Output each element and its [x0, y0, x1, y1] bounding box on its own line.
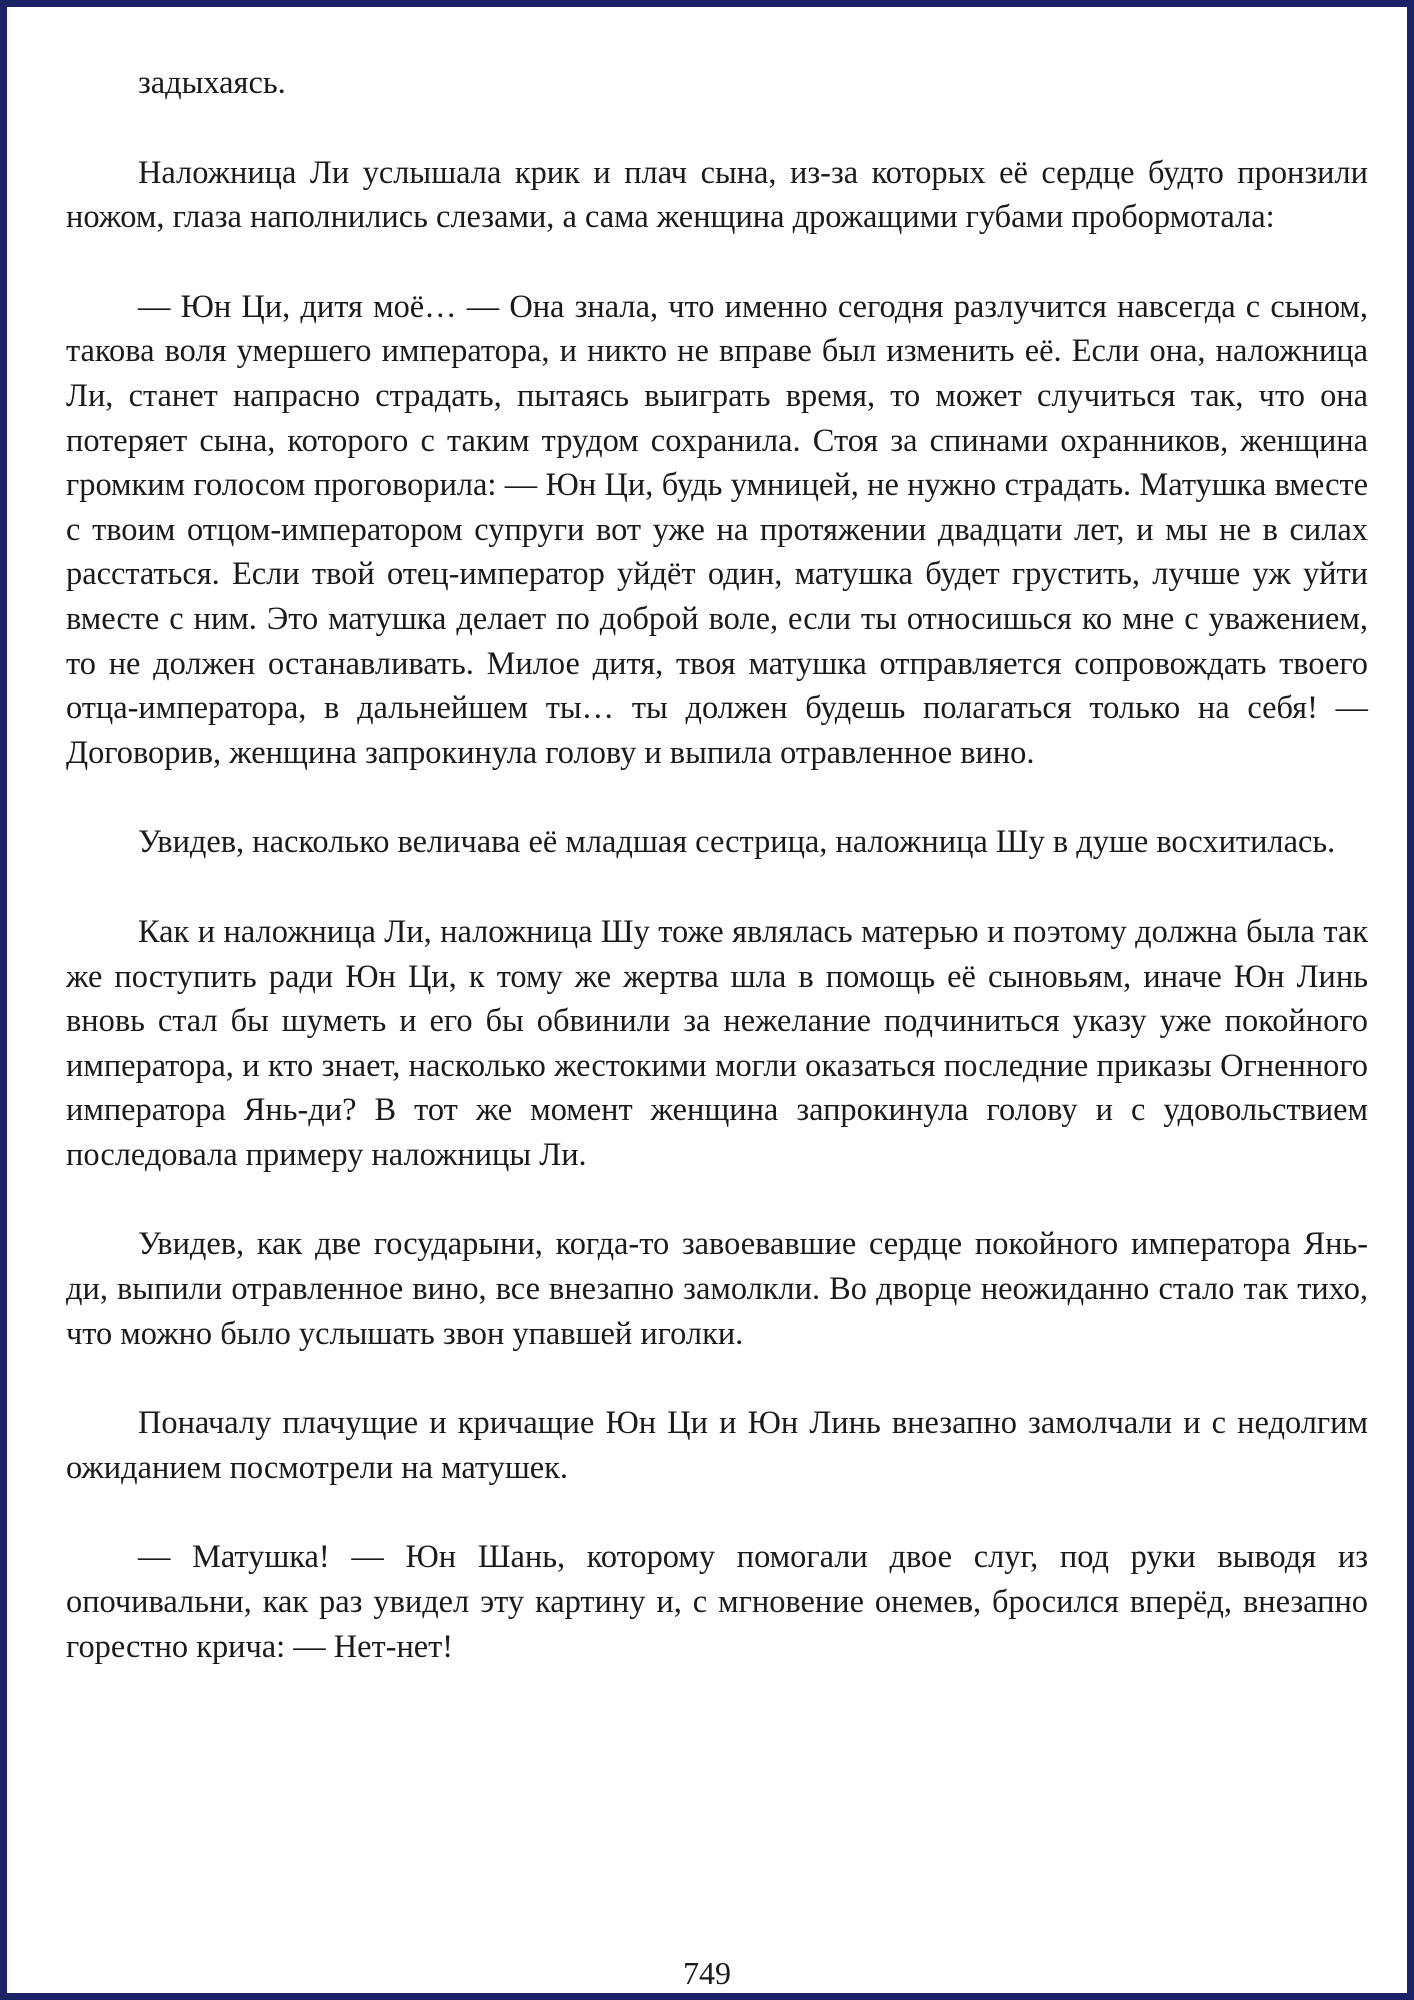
paragraph-5: Как и наложница Ли, наложница Шу тоже являлась матерью и поэтому должна была так же поступить ради Юн Ци, к тому же жертва шла в помощь её сыновьям, иначе Юн Линь вновь стал бы шуметь и его бы обвинили за нежелание подчиниться указу уже покойного императора, и кто знает, насколько жестокими могли оказаться последние приказы Огненного императора Янь-ди? В тот же момент женщина запрокинула голову и с удовольствием последовала примеру наложницы Ли. — [66, 913, 1368, 1173]
text-body — [66, 61, 1368, 1714]
paragraph-6: Увидев, как две государыни, когда-то завоевавшие сердце покойного императора Янь-ди, выпили отравленное вино, все внезапно замолкли. Во дворце неожиданно стало так тихо, что можно было услышать звон упавшей иголки. — [66, 1226, 1368, 1352]
paragraph-4: Увидев, насколько величава её младшая сестрица, наложница Шу в душе восхитилась. — [138, 824, 1336, 861]
paragraph-2: Наложница Ли услышала крик и плач сына, из-за которых её сердце будто пронзили ножом, глаза наполнились слезами, а сама женщина дрожащими губами пробормотала: — [66, 154, 1368, 236]
paragraph-8: — Матушка! — Юн Шань, которому помогали двое слуг, под руки выводя из опочивальни, как раз увидел эту картину и, с мгновение онемев, бросился вперёд, внезапно горестно крича: — Нет-нет! — [66, 1539, 1368, 1665]
paragraph-7: Поначалу плачущие и кричащие Юн Ци и Юн Линь внезапно замолчали и с недолгим ожиданием посмотрели на матушек. — [66, 1405, 1368, 1486]
page-number: 749 — [683, 1955, 731, 1991]
paragraph-1: задыхаясь. — [138, 65, 286, 101]
paragraph-3: — Юн Ци, дитя моё… — Она знала, что именно сегодня разлучится навсегда с сыном, такова воля умершего императора, и никто не вправе был изменить её. Если она, наложница Ли, станет напрасно страдать, пытаясь выиграть время, то может случиться так, что она потеряет сына, которого с таким трудом сохранила. Стоя за спинами охранников, женщина громким голосом проговорила: — Юн Ци, будь умницей, не нужно страдать. Матушка вместе с твоим отцом-императором супруги вот уже на протяжении двадцати лет, и мы не в силах расстаться. Если твой отец-император уйдёт один, матушка будет грустить, лучше уж уйти вместе с ним. Это матушка делает по доброй воле, если ты относишься ко мне с уважением, то не должен останавливать. Милое дитя, твоя матушка отправляется сопровождать твоего отца-императора, в дальнейшем ты… ты должен будешь полагаться только на себя! — Договорив, женщина запрокинула голову и выпила отравленное вино. — [66, 288, 1368, 771]
